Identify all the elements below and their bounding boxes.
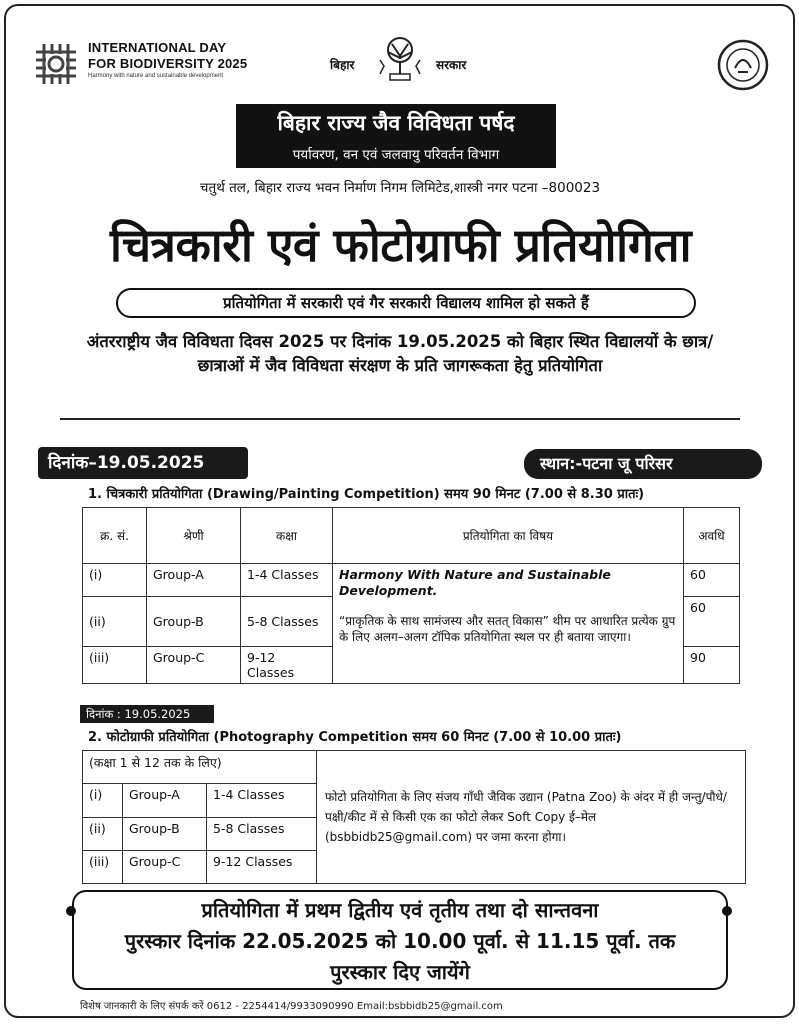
bullet-dot bbox=[66, 906, 76, 916]
biodiversity-day-title bbox=[88, 40, 278, 81]
row-group: Group-C bbox=[123, 850, 207, 883]
row-duration: 60 bbox=[684, 564, 740, 597]
bullet-dot bbox=[722, 906, 732, 916]
col-class: कक्षा bbox=[241, 508, 333, 564]
prize-announcement bbox=[72, 890, 728, 990]
photo-section-heading: 2. फोटोग्राफी प्रतियोगिता (Photography Competition समय 60 मिनट (7.00 से 10.00 प्रातः) bbox=[88, 730, 622, 745]
sarkar-label: सरकार bbox=[436, 58, 467, 72]
event-venue: स्थान:-पटना जू परिसर bbox=[524, 449, 762, 479]
org-name-banner: बिहार राज्य जैव विविधता पर्षद bbox=[236, 104, 556, 142]
event-date: दिनांक–19.05.2025 bbox=[38, 447, 248, 479]
photography-table bbox=[82, 750, 746, 884]
row-duration: 60 bbox=[684, 597, 740, 647]
row-group: Group-B bbox=[147, 597, 241, 647]
idb-line1: INTERNATIONAL DAY bbox=[88, 40, 227, 55]
bihar-label: बिहार bbox=[330, 58, 355, 72]
drawing-section-heading: 1. चित्रकारी प्रतियोगिता (Drawing/Painting Competition) समय 90 मिनट (7.00 से 8.30 प्रातः) bbox=[88, 487, 645, 502]
row-classes: 5-8 Classes bbox=[241, 597, 333, 647]
row-sn: (i) bbox=[83, 564, 147, 597]
row-group: Group-A bbox=[123, 784, 207, 817]
col-topic: प्रतियोगिता का विषय bbox=[333, 508, 684, 564]
row-classes: 9-12 Classes bbox=[207, 850, 317, 883]
row-sn: (iii) bbox=[83, 647, 147, 684]
competition-title: चित्रकारी एवं फोटोग्राफी प्रतियोगिता bbox=[109, 218, 692, 272]
col-duration: अवधि bbox=[684, 508, 740, 564]
row-classes: 1-4 Classes bbox=[241, 564, 333, 597]
row-sn: (ii) bbox=[83, 817, 123, 850]
class-note: (कक्षा 1 से 12 तक के लिए) bbox=[83, 751, 317, 784]
divider bbox=[60, 418, 740, 420]
table-header-row bbox=[83, 508, 740, 564]
prize-line3: पुरस्कार दिए जायेंगे bbox=[330, 960, 470, 984]
bodhi-tree-emblem-icon bbox=[372, 34, 428, 84]
row-group: Group-B bbox=[123, 817, 207, 850]
idb-line2: FOR BIODIVERSITY 2025 bbox=[88, 56, 248, 71]
drawing-topic-cell bbox=[333, 564, 684, 684]
col-category: श्रेणी bbox=[147, 508, 241, 564]
intro-text: अंतरराष्ट्रीय जैव विविधता दिवस 2025 पर दिनांक 19.05.2025 को बिहार स्थित विद्यालयों के छात्र/छात्राओं में जैव विविधता संरक्षण के प्रति जागरूकता हेतु प्रतियोगिता bbox=[86, 332, 714, 375]
topic-english: Harmony With Nature and Sustainable Development. bbox=[339, 567, 611, 598]
col-sn: क्र. सं. bbox=[83, 508, 147, 564]
row-sn: (i) bbox=[83, 784, 123, 817]
drawing-table bbox=[82, 507, 740, 684]
board-logo-icon bbox=[714, 38, 772, 92]
row-duration: 90 bbox=[684, 647, 740, 684]
row-classes: 1-4 Classes bbox=[207, 784, 317, 817]
contact-footer: विशेष जानकारी के लिए संपर्क करें 0612 - 2254414/9933090990 Email:bsbbidb25@gmail.com bbox=[80, 1001, 503, 1012]
row-classes: 9-12 Classes bbox=[241, 647, 333, 684]
org-address: चतुर्थ तल, बिहार राज्य भवन निर्माण निगम लिमिटेड,शास्त्री नगर पटना –800023 bbox=[199, 180, 601, 196]
row-group: Group-A bbox=[147, 564, 241, 597]
idb-tagline: Harmony with nature and sustainable development bbox=[88, 73, 224, 79]
table-row bbox=[83, 751, 746, 784]
photo-date: दिनांक : 19.05.2025 bbox=[80, 705, 214, 723]
table-row bbox=[83, 564, 740, 597]
prize-line2: पुरस्कार दिनांक 22.05.2025 को 10.00 पूर्वा. से 11.15 पूर्वा. तक bbox=[124, 929, 676, 953]
row-group: Group-C bbox=[147, 647, 241, 684]
row-sn: (ii) bbox=[83, 597, 147, 647]
prize-line1: प्रतियोगिता में प्रथम द्वितीय एवं तृतीय तथा दो सान्तवना bbox=[201, 898, 599, 922]
department-banner: पर्यावरण, वन एवं जलवायु परिवर्तन विभाग bbox=[236, 142, 556, 168]
photo-description: फोटो प्रतियोगिता के लिए संजय गाँधी जैविक उद्यान (Patna Zoo) के अंदर में ही जन्तु/पौधे/पक्षी/कीट में से किसी एक का फोटो लेकर Soft Copy ई–मेल (bsbbidb25@gmail.com) पर जमा करना होगा। bbox=[317, 751, 746, 884]
row-classes: 5-8 Classes bbox=[207, 817, 317, 850]
topic-hindi: “प्राकृतिक के साथ सामंजस्य और सतत् विकास” थीम पर आधारित प्रत्येक ग्रुप के लिए अलग–अलग टॉपिक प्रतियोगिता स्थल पर ही बताया जाएगा। bbox=[339, 614, 676, 644]
eligibility-note: प्रतियोगिता में सरकारी एवं गैर सरकारी विद्यालय शामिल हो सकते हैं bbox=[116, 288, 696, 318]
biodiversity-day-logo-icon bbox=[30, 38, 82, 90]
row-sn: (iii) bbox=[83, 850, 123, 883]
